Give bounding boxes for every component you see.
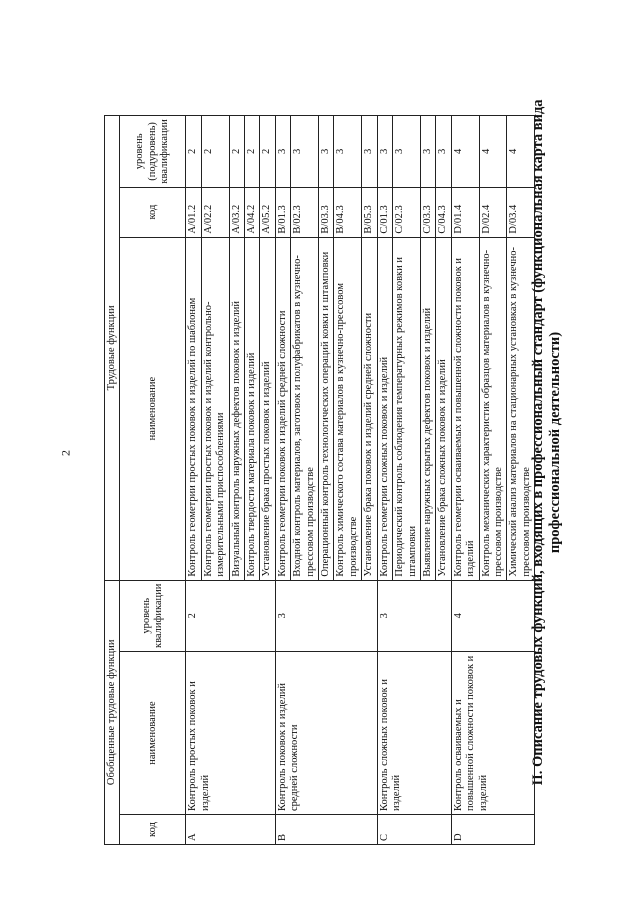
function-level-cell: 3	[275, 116, 290, 187]
group-name-cell: Контроль осваиваемых и повышенной сложности поковок и изделий	[451, 652, 534, 815]
function-name-cell: Контроль механических характеристик образцов материалов в кузнечно-прессовом производстве	[479, 237, 507, 580]
section-title-line-2: профессиональной деятельности)	[547, 331, 563, 554]
function-name-cell: Контроль твердости материала поковок и изделий	[245, 237, 260, 580]
header-function-sublevel: уровень (подуровень) квалификации	[120, 116, 186, 187]
function-code-cell: D/03.4	[507, 187, 535, 237]
table-row	[186, 116, 201, 845]
function-name-cell: Установление брака простых поковок и изделий	[260, 237, 275, 580]
function-code-cell: D/01.4	[451, 187, 479, 237]
header-group-name: наименование	[120, 652, 186, 815]
function-name-cell: Контроль геометрии простых поковок и изделий контрольно-измерительными приспособлениями	[201, 237, 229, 580]
header-group-code: код	[120, 815, 186, 845]
function-code-cell: B/04.3	[334, 187, 362, 237]
function-name-cell: Установление брака сложных поковок и изделий	[436, 237, 451, 580]
function-name-cell: Периодический контроль соблюдения температурных режимов ковки и штамповки	[393, 237, 421, 580]
functional-map-table	[104, 115, 535, 845]
function-code-cell: B/05.3	[362, 187, 377, 237]
group-name-cell: Контроль простых поковок и изделий	[186, 652, 275, 815]
function-name-cell: Контроль геометрии сложных поковок и изделий	[377, 237, 392, 580]
function-name-cell: Входной контроль материалов, заготовок и полуфабрикатов в кузнечно-прессовом производстве	[291, 237, 319, 580]
function-level-cell: 3	[334, 116, 362, 187]
function-code-cell: C/04.3	[436, 187, 451, 237]
function-code-cell: C/03.3	[420, 187, 435, 237]
function-level-cell: 2	[245, 116, 260, 187]
header-function-name: наименование	[120, 237, 186, 580]
function-level-cell: 2	[201, 116, 229, 187]
function-level-cell: 2	[229, 116, 244, 187]
group-code-cell: D	[451, 815, 534, 845]
function-code-cell: B/02.3	[291, 187, 319, 237]
function-code-cell: C/02.3	[393, 187, 421, 237]
group-level-cell: 4	[451, 580, 534, 651]
function-level-cell: 3	[291, 116, 319, 187]
header-function-code: код	[120, 187, 186, 237]
function-level-cell: 3	[362, 116, 377, 187]
group-level-cell: 2	[186, 580, 275, 651]
function-level-cell: 3	[393, 116, 421, 187]
table-header-row-2	[120, 116, 186, 845]
function-code-cell: D/02.4	[479, 187, 507, 237]
function-code-cell: C/01.3	[377, 187, 392, 237]
function-code-cell: A/02.2	[201, 187, 229, 237]
function-level-cell: 4	[451, 116, 479, 187]
function-name-cell: Химический анализ материалов на стационарных установках в кузнечно-прессовом производстве	[507, 237, 535, 580]
group-level-cell: 3	[377, 580, 451, 651]
function-code-cell: A/04.2	[245, 187, 260, 237]
table-row	[275, 116, 290, 845]
header-labor-functions: Трудовые функции	[105, 116, 120, 580]
function-level-cell: 3	[436, 116, 451, 187]
function-level-cell: 2	[260, 116, 275, 187]
page-number: 2	[58, 450, 73, 456]
function-level-cell: 3	[420, 116, 435, 187]
table-row	[377, 116, 392, 845]
function-code-cell: A/03.2	[229, 187, 244, 237]
function-name-cell: Установление брака поковок и изделий средней сложности	[362, 237, 377, 580]
function-name-cell: Визуальный контроль наружных дефектов поковок и изделий	[229, 237, 244, 580]
function-name-cell: Контроль геометрии осваиваемых и повышенной сложности поковок и изделий	[451, 237, 479, 580]
function-name-cell: Операционный контроль технологических операций ковки и штамповки	[319, 237, 334, 580]
header-generalized: Обобщенные трудовые функции	[105, 580, 120, 844]
group-name-cell: Контроль поковок и изделий средней сложности	[275, 652, 377, 815]
group-code-cell: C	[377, 815, 451, 845]
section-title-line-1: II. Описание трудовых функций, входящих в профессиональный стандарт (функциональная карта вида	[530, 99, 546, 786]
function-level-cell: 2	[186, 116, 201, 187]
function-code-cell: A/01.2	[186, 187, 201, 237]
group-code-cell: B	[275, 815, 377, 845]
function-level-cell: 3	[377, 116, 392, 187]
function-code-cell: B/01.3	[275, 187, 290, 237]
function-name-cell: Выявление наружных скрытых дефектов поковок и изделий	[420, 237, 435, 580]
header-group-level: уровень квалификации	[120, 580, 186, 651]
function-code-cell: A/05.2	[260, 187, 275, 237]
function-name-cell: Контроль геометрии поковок и изделий средней сложности	[275, 237, 290, 580]
function-name-cell: Контроль геометрии простых поковок и изделий по шаблонам	[186, 237, 201, 580]
function-code-cell: B/03.3	[319, 187, 334, 237]
table-header-row-1	[105, 116, 120, 845]
group-level-cell: 3	[275, 580, 377, 651]
table-row	[451, 116, 479, 845]
function-level-cell: 4	[479, 116, 507, 187]
function-level-cell: 3	[319, 116, 334, 187]
function-name-cell: Контроль химического состава материалов в кузнечно-прессовом производстве	[334, 237, 362, 580]
function-level-cell: 4	[507, 116, 535, 187]
group-name-cell: Контроль сложных поковок и изделий	[377, 652, 451, 815]
group-code-cell: A	[186, 815, 275, 845]
